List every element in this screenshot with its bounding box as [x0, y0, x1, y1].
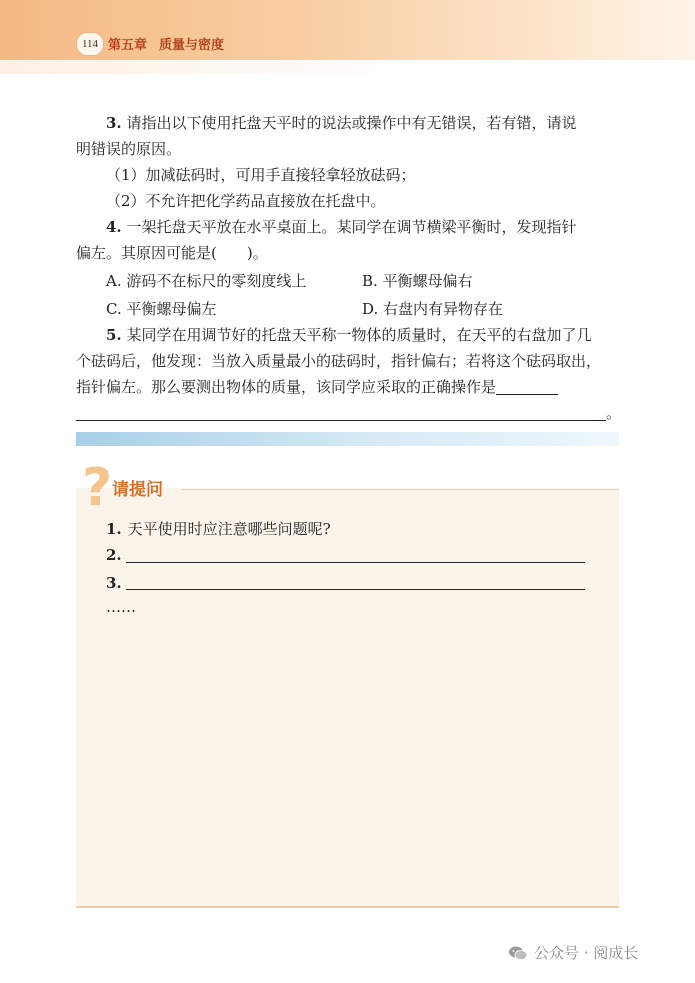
answer-blank-2[interactable] [76, 404, 606, 421]
ask-item-2: 2. [106, 546, 122, 564]
watermark-text: 公众号 · 阅成长 [534, 944, 639, 962]
question-5-line4: 。 [76, 400, 621, 426]
question-5: 5. 某同学在用调节好的托盘天平称一物体的质量时，在天平的右盘加了几 [106, 326, 592, 344]
question-3-item-2: （2）不允许把化学药品直接放在托盘中。 [106, 192, 386, 210]
watermark [508, 942, 638, 963]
ask-item-2-blank[interactable] [126, 562, 585, 563]
option-d: D. 右盘内有异物存在 [362, 300, 504, 318]
ask-item-1: 1. 天平使用时应注意哪些问题呢? [106, 520, 331, 538]
question-3-item-1: （1）加减砝码时，可用手直接轻拿轻放砝码； [106, 166, 416, 184]
question-4: 4. 一架托盘天平放在水平桌面上。某同学在调节横梁平衡时，发现指针 [106, 218, 577, 236]
ask-item-3-blank[interactable] [126, 589, 585, 590]
answer-blank-1[interactable] [496, 378, 558, 395]
ask-item-3: 3. [106, 574, 122, 592]
question-4-line2: 偏左。其原因可能是( )。 [76, 244, 268, 262]
ask-question-box [76, 488, 619, 908]
question-3-line2: 明错误的原因。 [76, 140, 182, 158]
chapter-label: 第五章 [108, 38, 148, 53]
ask-ellipsis: …… [106, 598, 136, 616]
question-5-line3: 指针偏左。那么要测出物体的质量，该同学应采取的正确操作是 [76, 374, 621, 400]
ask-title: 请提问 [112, 480, 163, 500]
question-5-line2: 个砝码后，他发现：当放入质量最小的砝码时，指针偏右；若将这个砝码取出， [76, 352, 602, 370]
section-divider-bar [76, 432, 619, 446]
option-c: C. 平衡螺母偏左 [106, 300, 217, 318]
chapter-title: 质量与密度 [159, 38, 225, 53]
option-a: A. 游码不在标尺的零刻度线上 [106, 272, 307, 290]
question-mark-icon: ? [82, 458, 113, 518]
page-header [0, 0, 695, 60]
page-number: 114 [76, 32, 104, 56]
header-shadow [0, 60, 695, 74]
chapter-heading [108, 34, 236, 53]
question-3: 3. 请指出以下使用托盘天平时的说法或操作中有无错误，若有错，请说 [106, 114, 577, 132]
wechat-icon [508, 945, 528, 961]
option-b: B. 平衡螺母偏右 [362, 272, 473, 290]
ask-box-top-rule [182, 489, 619, 490]
